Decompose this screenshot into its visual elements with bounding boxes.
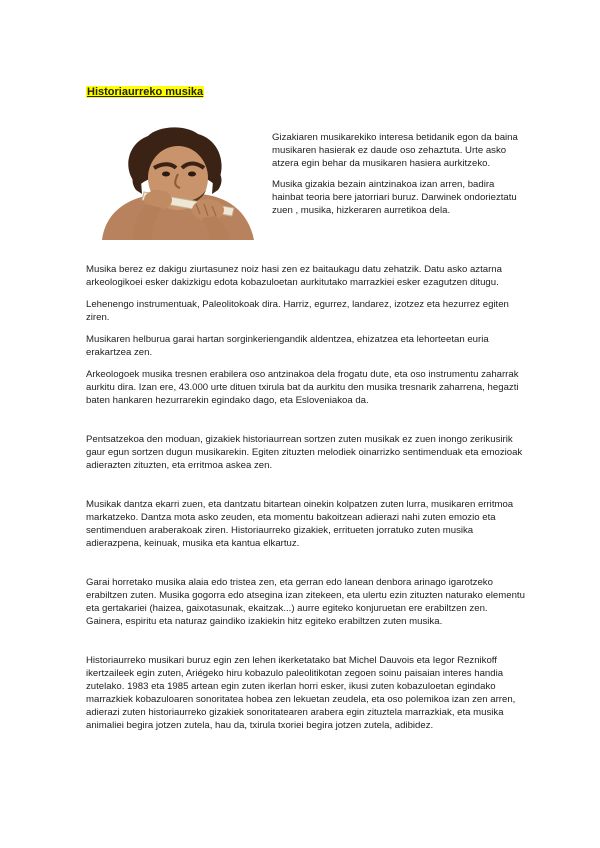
intro-paragraph: Gizakiaren musikarekiko interesa betidanik egon da baina musikaren hasierak ez daude oso zehaztuta. Urte asko atzera egin behar da musikaren hasiera aurkitzeko.	[272, 132, 518, 169]
paragraph: Musikaren helburua garai hartan sorginkeriengandik aldentzea, ehizatzea eta lehorteetan euria erakartzea zen.	[86, 334, 489, 358]
paragraph: Lehenengo instrumentuak, Paleolitokoak dira. Harriz, egurrez, landarez, izotzez eta hezurrez egiten ziren.	[86, 299, 509, 323]
intro-paragraph: Musika gizakia bezain aintzinakoa izan arren, badira hainbat teoria bere jatorriari buruz. Darwinek ondorieztatu zuen , musika, hizkeraren aurretikoa dela.	[272, 179, 517, 216]
paragraph: Historiaurreko musikari buruz egin zen lehen ikerketatako bat Michel Dauvois eta Iegor Reznikoff ikertzaileek egin zuten, Ariégeko hiru kobazulo paleolitikotan zegoen soinu paisaian interes handia zutelako. 1983 eta 1985 artean egin zuten ikerlan horri esker, ikusi zuten kobazuloetan egindako marrazkiek kobazuloaren sonoritatea hobea zen lekuetan zeudela, eta oso polemikoa izan zen arren, adierazi zuten historiaurreko gizakiek sonoritatearen arabera egin zituztela marrazkiak, eta musika animaliei begira jotzen zutela, hau da, txirula txoriei begira jotzen zutela, adibidez.	[86, 655, 516, 731]
paragraph: Garai horretako musika alaia edo tristea zen, eta gerran edo lanean denbora arinago igarotzeko erabiltzen zuten. Musika gogorra edo atsegina izan zitekeen, eta ulertu ezin zituzten naturako elementu eta gertakariei (haizea, gaixotasunak, ekaitzak...) aurre egiteko konjuruetan ere erabiltzen zen. Gainera, espiritu eta naturaz gaindiko izakiekin hitz egiteko erabiltzen zuten musika.	[86, 577, 525, 627]
document-title: Historiaurreko musika	[87, 86, 204, 98]
paragraph: Pentsatzekoa den moduan, gizakiek historiaurrean sortzen zuten musikak ez zuen inongo zerikusirik gaur egun sortzen dugun musikarekin. Egiten zituzten melodiek oinarrizko sentimenduak eta emozioak adierazten zituzten, eta erritmoa askea zen.	[86, 434, 523, 471]
paragraph: Musika berez ez dakigu ziurtasunez noiz hasi zen ez baitaukagu datu zehatzik. Datu asko aztarna arkeologikoei esker dakizkigu edota kobazuloetan aurkitutako marrazkiei esker ezagutzen ditugu.	[86, 264, 502, 288]
caveman-flute-illustration	[96, 124, 256, 240]
paragraph: Arkeologoek musika tresnen erabilera oso antzinakoa dela frogatu dute, eta oso instrumentu zaharrak aurkitu dira. Izan ere, 43.000 urte dituen txirula bat da aurkitu den musika tresnarik zaharrena, hegazti baten hankaren hezurrarekin egindako dago, eta Esloveniakoa da.	[86, 369, 519, 406]
paragraph: Musikak dantza ekarri zuen, eta dantzatu bitartean oinekin kolpatzen zuten lurra, musikaren erritmoa markatzeko. Dantza mota asko zeuden, eta momentu bakoitzean adierazi nahi zuten emozio eta sentimenduen araberakoak ziren. Historiaurreko gizakiek, erritueten jorratuko zuten musika adierazpena, keinuak, musika eta kantua elkartuz.	[86, 499, 514, 549]
intro-text-block	[272, 131, 524, 217]
body-text	[86, 263, 526, 741]
